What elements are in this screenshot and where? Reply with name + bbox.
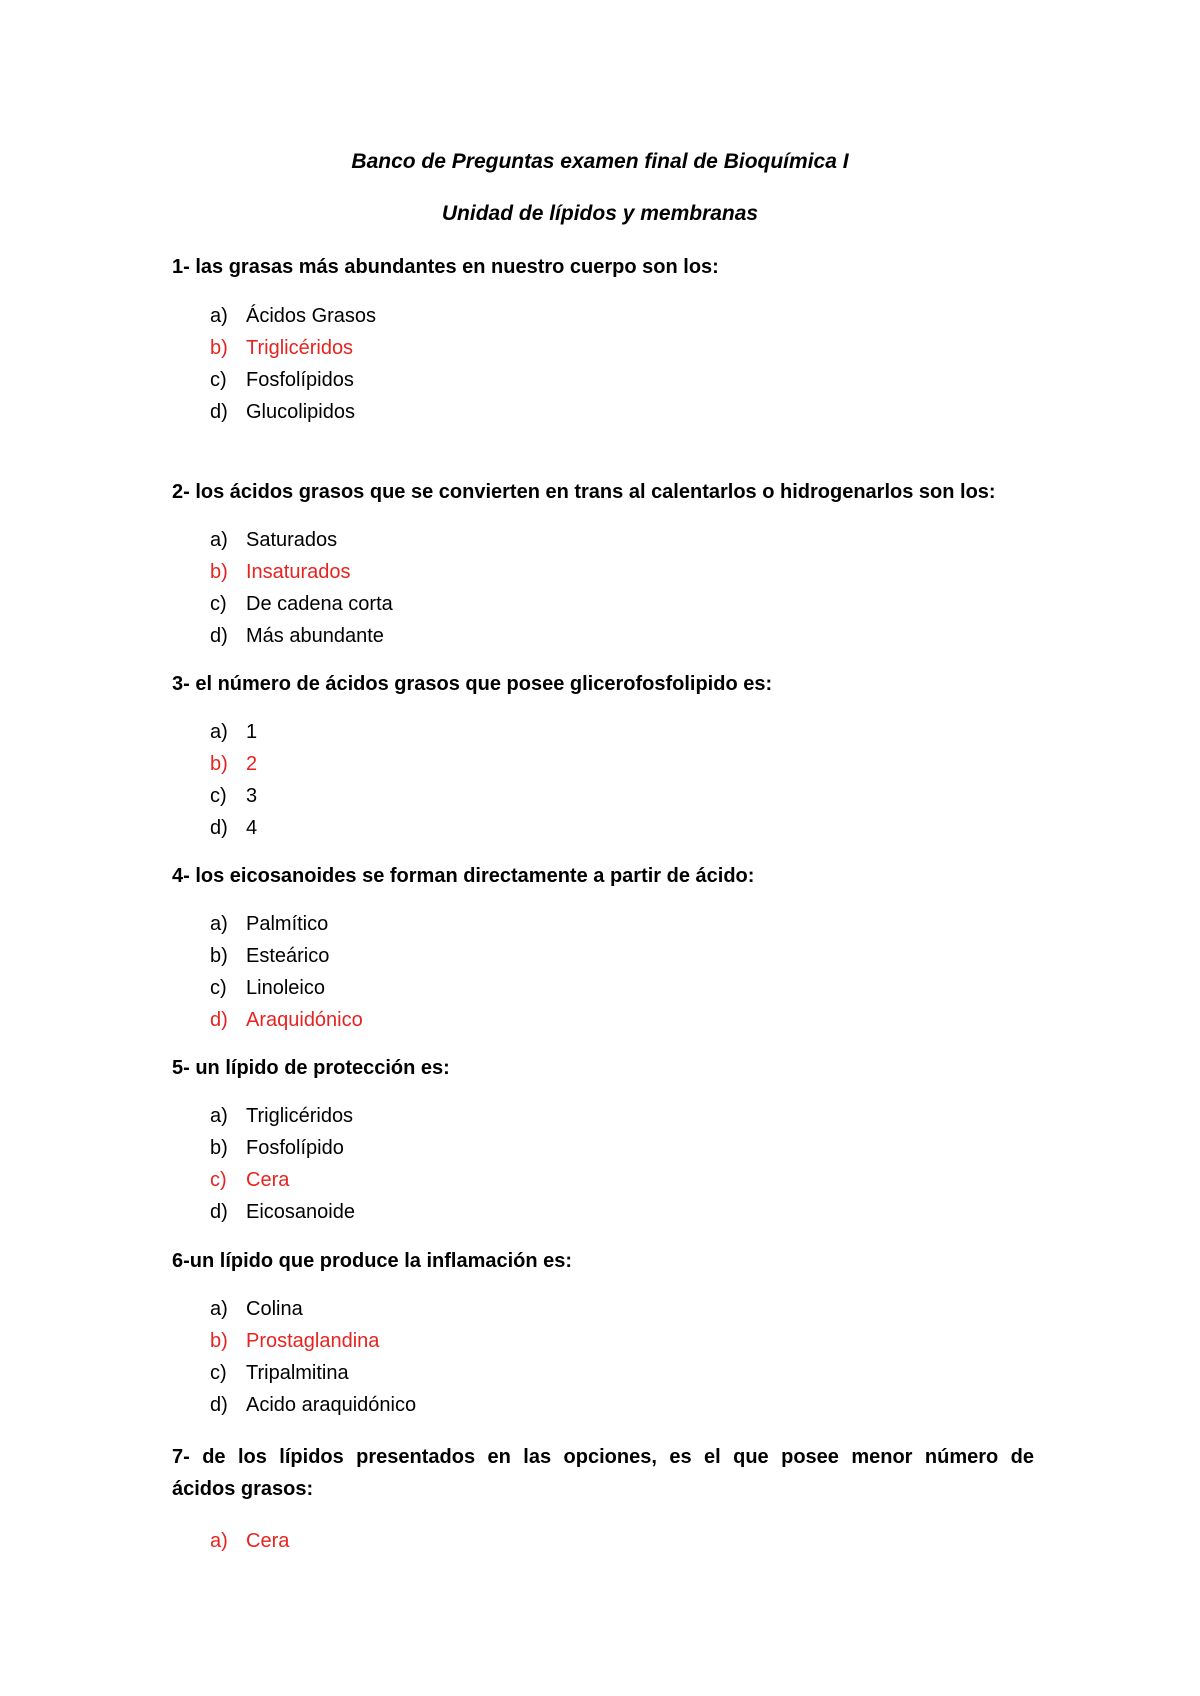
question-1-option-d: d) Glucolipidos xyxy=(210,401,355,423)
question-5-option-b: b) Fosfolípido xyxy=(210,1137,344,1159)
question-4-option-b: b) Esteárico xyxy=(210,945,330,967)
question-2-option-b: b) Insaturados xyxy=(210,561,351,583)
document-title: Banco de Preguntas examen final de Bioquímica I xyxy=(351,150,849,173)
question-6-option-b: b) Prostaglandina xyxy=(210,1330,380,1352)
question-6-option-c: c) Tripalmitina xyxy=(210,1362,349,1384)
question-5-title: 5- un lípido de protección es: xyxy=(172,1057,450,1079)
document-subtitle: Unidad de lípidos y membranas xyxy=(441,202,759,225)
question-2-options xyxy=(210,524,393,652)
question-5-option-c: c) Cera xyxy=(210,1169,290,1191)
question-1-title: 1- las grasas más abundantes en nuestro cuerpo son los: xyxy=(172,256,719,278)
question-4-title: 4- los eicosanoides se forman directamente a partir de ácido: xyxy=(172,865,755,887)
question-7-title-line2: ácidos grasos: xyxy=(172,1478,314,1500)
question-7-title-line1: 7- de los lípidos presentados en las opciones, es el que posee menor número de xyxy=(172,1446,1034,1468)
question-7-title xyxy=(172,1441,1034,1505)
question-3-option-a: a) 1 xyxy=(210,721,258,743)
question-2-option-c: c) De cadena corta xyxy=(210,593,393,615)
question-7-option-a: a) Cera xyxy=(210,1530,290,1552)
question-1-option-c: c) Fosfolípidos xyxy=(210,369,354,391)
question-5-option-a: a) Triglicéridos xyxy=(210,1105,354,1127)
question-1-option-b: b) Triglicéridos xyxy=(210,337,354,359)
question-5-options xyxy=(210,1100,355,1228)
question-4-option-a: a) Palmítico xyxy=(210,913,329,935)
question-6-option-d: d) Acido araquidónico xyxy=(210,1394,417,1416)
question-6-title: 6-un lípido que produce la inflamación es: xyxy=(172,1250,573,1272)
question-4-option-c: c) Linoleico xyxy=(210,977,325,999)
question-2-title: 2- los ácidos grasos que se convierten en trans al calentarlos o hidrogenarlos son los: xyxy=(172,481,996,503)
question-5-option-d: d) Eicosanoide xyxy=(210,1201,355,1223)
question-1-option-a: a) Ácidos Grasos xyxy=(210,305,377,327)
question-4-options xyxy=(210,908,363,1036)
question-3-option-b: b) 2 xyxy=(210,753,258,775)
question-2-option-d: d) Más abundante xyxy=(210,625,384,647)
question-1-options xyxy=(210,300,376,428)
question-6-option-a: a) Colina xyxy=(210,1298,303,1320)
question-3-title: 3- el número de ácidos grasos que posee glicerofosfolipido es: xyxy=(172,673,773,695)
question-7-options xyxy=(210,1525,289,1557)
question-3-option-c: c) 3 xyxy=(210,785,258,807)
question-6-options xyxy=(210,1293,416,1421)
question-4-option-d: d) Araquidónico xyxy=(210,1009,363,1031)
question-3-options xyxy=(210,716,257,844)
question-3-option-d: d) 4 xyxy=(210,817,258,839)
question-2-option-a: a) Saturados xyxy=(210,529,338,551)
